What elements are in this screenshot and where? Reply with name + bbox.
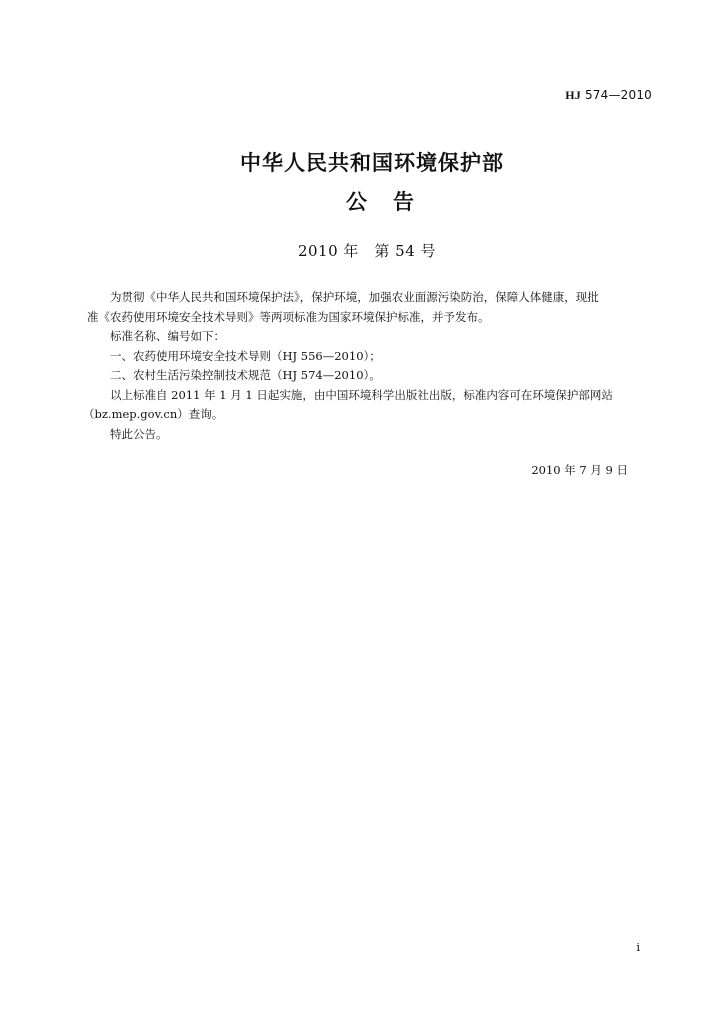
- ministry-title: 中华人民共和国环境保护部: [240, 151, 504, 175]
- paragraph-3-line-1: 以上标准自 2011 年 1 月 1 日起实施，由中国环境科学出版社出版，标准内容可在环境保护部网站: [110, 387, 613, 402]
- standard-prefix: HJ: [565, 88, 581, 102]
- announcement-heading: 公告: [346, 190, 440, 214]
- paragraph-1-line-1: 为贯彻《中华人民共和国环境保护法》，保护环境，加强农业面源污染防治，保障人体健康，现批: [110, 290, 599, 304]
- list-item-2: 二、农村生活污染控制技术规范（HJ 574—2010）。: [110, 368, 381, 382]
- paragraph-2: 标准名称、编号如下：: [110, 329, 225, 343]
- signature-date: 2010 年 7 月 9 日: [531, 463, 628, 477]
- paragraph-1-line-2: 准《农药使用环境安全技术导则》等两项标准为国家环境保护标准，并予发布。: [87, 309, 490, 324]
- announcement-body: [83, 288, 655, 444]
- paragraph-4: 特此公告。: [110, 426, 168, 441]
- issue-number: 2010 年 第 54 号: [297, 242, 437, 260]
- page-number: i: [636, 940, 640, 954]
- paragraph-3-line-2: （bz.mep.gov.cn）查询。: [83, 407, 224, 421]
- standard-number: 574—2010: [580, 88, 652, 102]
- list-item-1: 一、农药使用环境安全技术导则（HJ 556—2010）；: [110, 348, 381, 363]
- standard-code: [565, 88, 652, 103]
